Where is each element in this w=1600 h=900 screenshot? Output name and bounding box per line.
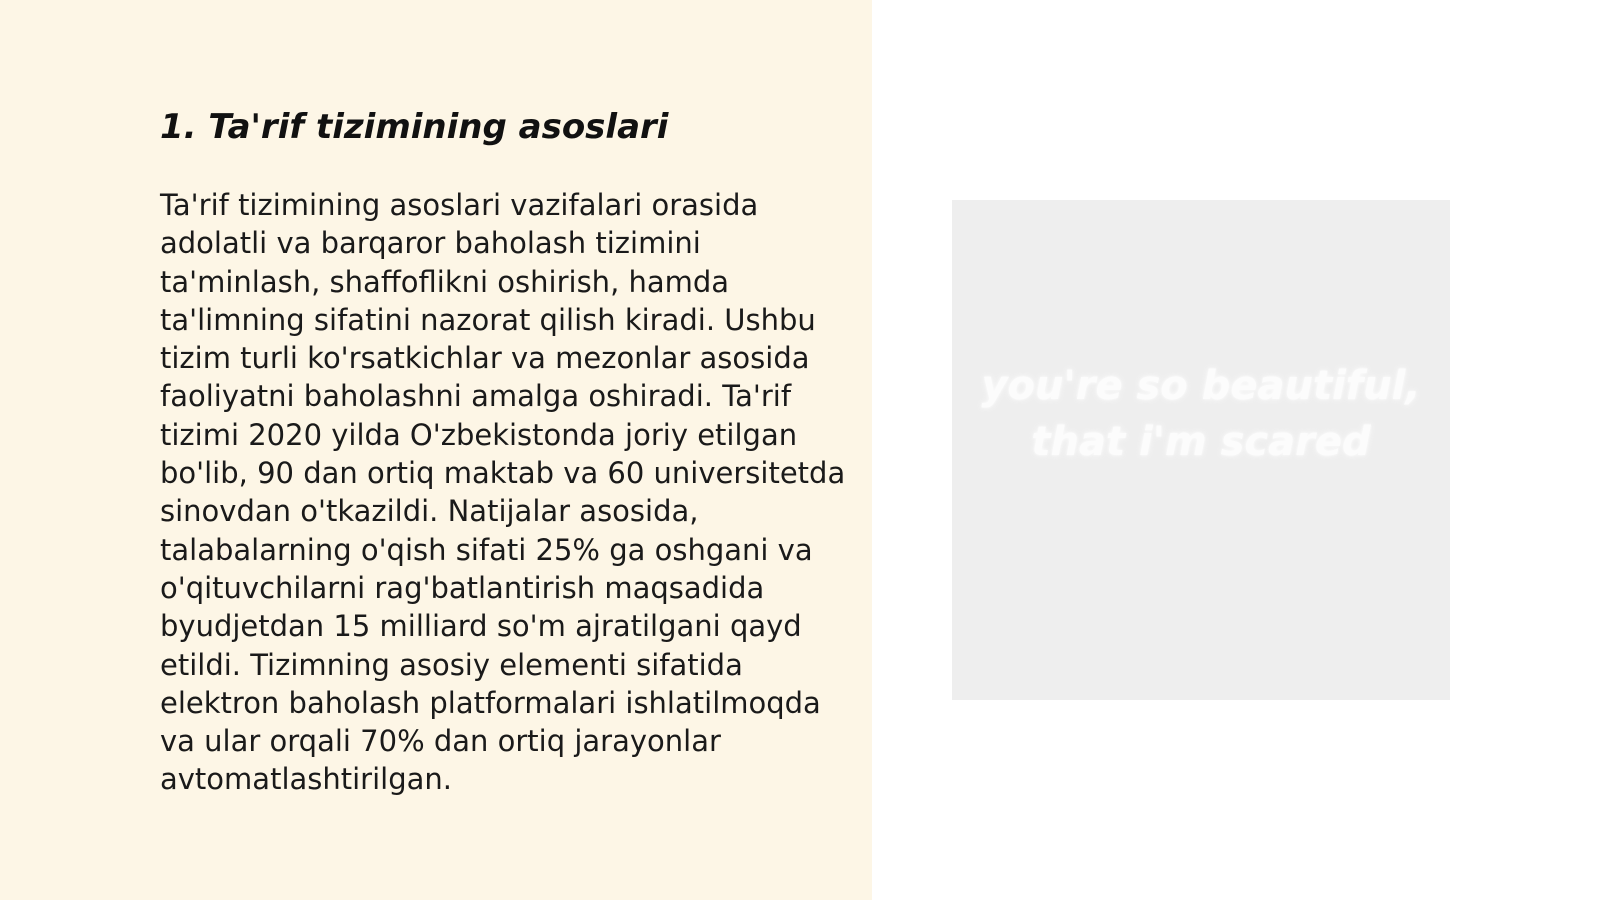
slide-title: 1. Ta'rif tizimining asoslari <box>160 107 669 147</box>
image-caption-text: you're so beautiful, that i'm scared <box>981 363 1421 465</box>
slide-image <box>952 200 1450 700</box>
slide-body-text: Ta'rif tizimining asoslari vazifalari orasida adolatli va barqaror baholash tizimini ta'minlash, shaffoflikni oshirish, hamda ta'limning sifatini nazorat qilish kiradi. Ushbu tizim turli ko'rsatkichlar va mezonlar asosida faoliyatni baholashni amalga oshiradi. Ta'rif tizimi 2020 yilda O'zbekistonda joriy etilgan bo'lib, 90 dan ortiq maktab va 60 universitetda sinovdan o'tkazildi. Natijalar asosida, talabalarning o'qish sifati 25% ga oshgani va o'qituvchilarni rag'batlantirish maqsadida byudjetdan 15 milliard so'm ajratilgani qayd etildi. Tizimning asosiy elementi sifatida elektron baholash platformalari ishlatilmoqda va ular orqali 70% dan ortiq jarayonlar avtomatlashtirilgan. <box>160 188 846 797</box>
